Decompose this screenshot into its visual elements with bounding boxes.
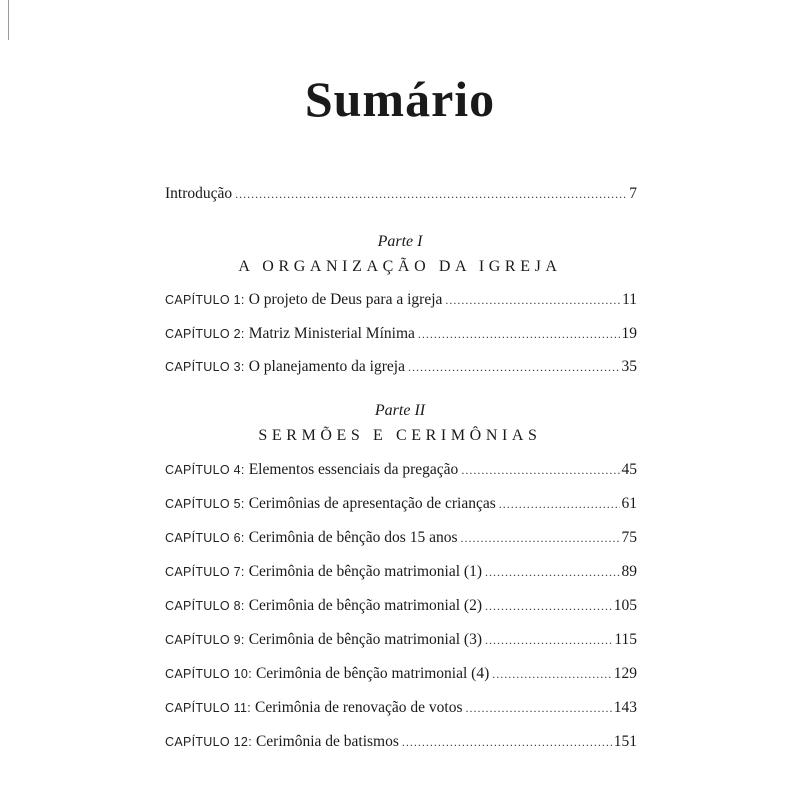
chapter-label: CAPÍTULO 11: bbox=[165, 701, 252, 715]
toc-entry-chapter-4[interactable] bbox=[165, 461, 637, 483]
dot-leader bbox=[460, 531, 619, 546]
chapter-label: CAPÍTULO 9: bbox=[165, 633, 245, 647]
chapter-label: CAPÍTULO 10: bbox=[165, 667, 252, 681]
chapter-label: CAPÍTULO 1: bbox=[165, 293, 245, 307]
chapter-label: CAPÍTULO 8: bbox=[165, 599, 245, 613]
toc-page-number: 129 bbox=[613, 665, 637, 682]
toc-entry-chapter-8[interactable] bbox=[165, 597, 637, 619]
toc-entry-chapter-2[interactable] bbox=[165, 325, 637, 347]
toc-page-number: 115 bbox=[614, 631, 637, 648]
toc-entry-chapter-11[interactable] bbox=[165, 699, 637, 721]
dot-leader bbox=[418, 327, 620, 342]
dot-leader bbox=[461, 463, 619, 478]
toc-entry-chapter-5[interactable] bbox=[165, 495, 637, 517]
dot-leader bbox=[485, 599, 612, 614]
dot-leader bbox=[408, 360, 620, 375]
toc-page-number: 45 bbox=[621, 461, 637, 478]
chapter-title: Cerimônia de bênção matrimonial (4) bbox=[255, 665, 490, 682]
toc-entry-title: Introdução bbox=[165, 185, 233, 202]
dot-leader bbox=[445, 293, 620, 308]
toc-page-number: 61 bbox=[621, 495, 637, 512]
chapter-title: Cerimônias de apresentação de crianças bbox=[248, 495, 496, 512]
chapter-title: O planejamento da igreja bbox=[248, 358, 405, 375]
page-title: Sumário bbox=[304, 70, 496, 127]
part-heading: SERMÕES E CERIMÔNIAS bbox=[258, 427, 542, 444]
toc-page-number: 89 bbox=[621, 563, 637, 580]
dot-leader bbox=[235, 187, 627, 202]
chapter-title: O projeto de Deus para a igreja bbox=[248, 291, 443, 308]
chapter-title: Cerimônia de bênção matrimonial (1) bbox=[248, 563, 482, 580]
chapter-title: Matriz Ministerial Mínima bbox=[248, 325, 415, 342]
toc-entry-chapter-9[interactable] bbox=[165, 631, 637, 653]
toc-entry-introduction[interactable] bbox=[165, 185, 637, 207]
chapter-label: CAPÍTULO 6: bbox=[165, 531, 245, 545]
chapter-label: CAPÍTULO 5: bbox=[165, 497, 245, 511]
dot-leader bbox=[485, 633, 612, 648]
chapter-title: Cerimônia de bênção matrimonial (2) bbox=[248, 597, 482, 614]
chapter-title: Elementos essenciais da pregação bbox=[248, 461, 459, 478]
chapter-label: CAPÍTULO 12: bbox=[165, 735, 252, 749]
part-heading: A ORGANIZAÇÃO DA IGREJA bbox=[238, 258, 562, 275]
page-corner-mark bbox=[0, 0, 9, 40]
toc-entry-chapter-3[interactable] bbox=[165, 358, 637, 380]
chapter-label: CAPÍTULO 3: bbox=[165, 360, 245, 374]
dot-leader bbox=[485, 565, 620, 580]
toc-page-number: 75 bbox=[621, 529, 637, 546]
toc-entry-chapter-1[interactable] bbox=[165, 291, 637, 313]
chapter-title: Cerimônia de bênção dos 15 anos bbox=[248, 529, 458, 546]
toc-page-number: 19 bbox=[621, 325, 637, 342]
dot-leader bbox=[499, 497, 620, 512]
toc-entry-chapter-7[interactable] bbox=[165, 563, 637, 585]
chapter-title: Cerimônia de bênção matrimonial (3) bbox=[248, 631, 482, 648]
part-label: Parte I bbox=[377, 233, 423, 250]
toc-page-number: 151 bbox=[613, 733, 637, 750]
toc-page-number: 143 bbox=[613, 699, 637, 716]
chapter-label: CAPÍTULO 2: bbox=[165, 327, 245, 341]
toc-page-number: 7 bbox=[629, 185, 637, 202]
toc-page-number: 11 bbox=[622, 291, 637, 308]
chapter-label: CAPÍTULO 7: bbox=[165, 565, 245, 579]
toc-entry-chapter-6[interactable] bbox=[165, 529, 637, 551]
dot-leader bbox=[492, 667, 612, 682]
toc-entry-chapter-12[interactable] bbox=[165, 733, 637, 755]
chapter-title: Cerimônia de batismos bbox=[255, 733, 399, 750]
dot-leader bbox=[402, 735, 612, 750]
dot-leader bbox=[466, 701, 612, 716]
toc-entry-chapter-10[interactable] bbox=[165, 665, 637, 687]
chapter-title: Cerimônia de renovação de votos bbox=[255, 699, 463, 716]
part-label: Parte II bbox=[374, 402, 426, 419]
chapter-label: CAPÍTULO 4: bbox=[165, 463, 245, 477]
toc-page-number: 105 bbox=[613, 597, 637, 614]
toc-page-number: 35 bbox=[621, 358, 637, 375]
